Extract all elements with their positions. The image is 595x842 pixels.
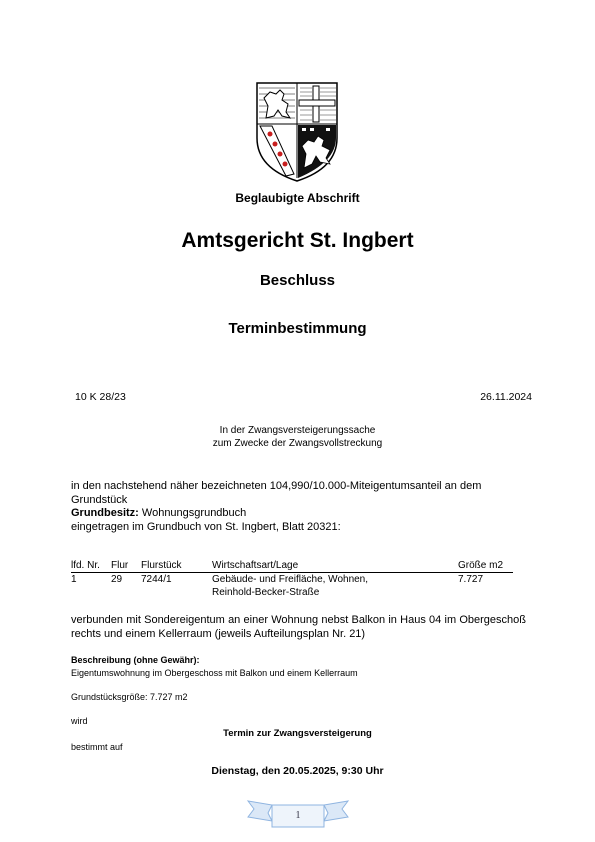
cell-lage	[212, 573, 458, 600]
table-row	[71, 573, 513, 600]
grundbesitz-label: Grundbesitz:	[71, 507, 139, 519]
cell-flurstueck: 7244/1	[141, 574, 172, 585]
wird-text: wird	[71, 716, 88, 726]
coat-of-arms-icon	[256, 82, 338, 182]
header-groesse: Größe m2	[458, 559, 513, 573]
plot-size: Grundstücksgröße: 7.727 m2	[71, 692, 188, 702]
description-text: Eigentumswohnung im Obergeschoss mit Balkon und einem Kellerraum	[71, 668, 358, 678]
intro-line-1: In der Zwangsversteigerungssache	[219, 425, 376, 436]
header-wirtschaftsart: Wirtschaftsart/Lage	[212, 559, 458, 573]
intro-block	[0, 424, 595, 450]
case-number: 10 K 28/23	[75, 391, 126, 403]
connected-ownership-text: verbunden mit Sondereigentum an einer Wohnung nebst Balkon in Haus 04 im Obergeschoß rechts und einem Kellerraum (jeweils Aufteilungsplan Nr. 21)	[71, 614, 526, 640]
register-line: eingetragen im Grundbuch von St. Ingbert, Blatt 20321:	[71, 520, 341, 533]
grundbesitz-value: Wohnungsgrundbuch	[138, 507, 247, 519]
grundbesitz-line	[71, 507, 526, 521]
decision-heading: Beschluss	[259, 272, 336, 289]
auction-date-heading: Termin zur Zwangsversteigerung	[223, 728, 372, 739]
parcel-table	[71, 559, 513, 599]
court-name: Amtsgericht St. Ingbert	[181, 229, 414, 252]
document-type-heading: Terminbestimmung	[228, 320, 367, 337]
auction-datetime: Dienstag, den 20.05.2025, 9:30 Uhr	[211, 765, 384, 777]
intro-line-2: zum Zwecke der Zwangsvollstreckung	[212, 438, 383, 449]
cell-lage-line-2: Reinhold-Becker-Straße	[212, 587, 320, 598]
header-lfd-nr: lfd. Nr.	[71, 559, 111, 573]
description-heading: Beschreibung (ohne Gewähr):	[71, 655, 200, 665]
certified-copy-heading: Beglaubigte Abschrift	[235, 191, 360, 205]
cell-nr: 1	[71, 574, 77, 585]
cell-flur: 29	[111, 574, 123, 585]
header-flur: Flur	[111, 559, 141, 573]
cell-lage-line-1: Gebäude- und Freifläche, Wohnen,	[212, 574, 369, 585]
bestimmt-text: bestimmt auf	[71, 742, 123, 752]
header-flurstueck: Flurstück	[141, 559, 212, 573]
property-text: in den nachstehend näher bezeichneten 104,990/10.000-Miteigentumsanteil an dem Grundstück	[71, 480, 482, 506]
parcel-table-header	[71, 559, 513, 573]
page-number: 1	[295, 810, 301, 821]
property-description	[71, 480, 526, 534]
document-date: 26.11.2024	[480, 391, 532, 403]
cell-groesse: 7.727	[458, 574, 484, 585]
